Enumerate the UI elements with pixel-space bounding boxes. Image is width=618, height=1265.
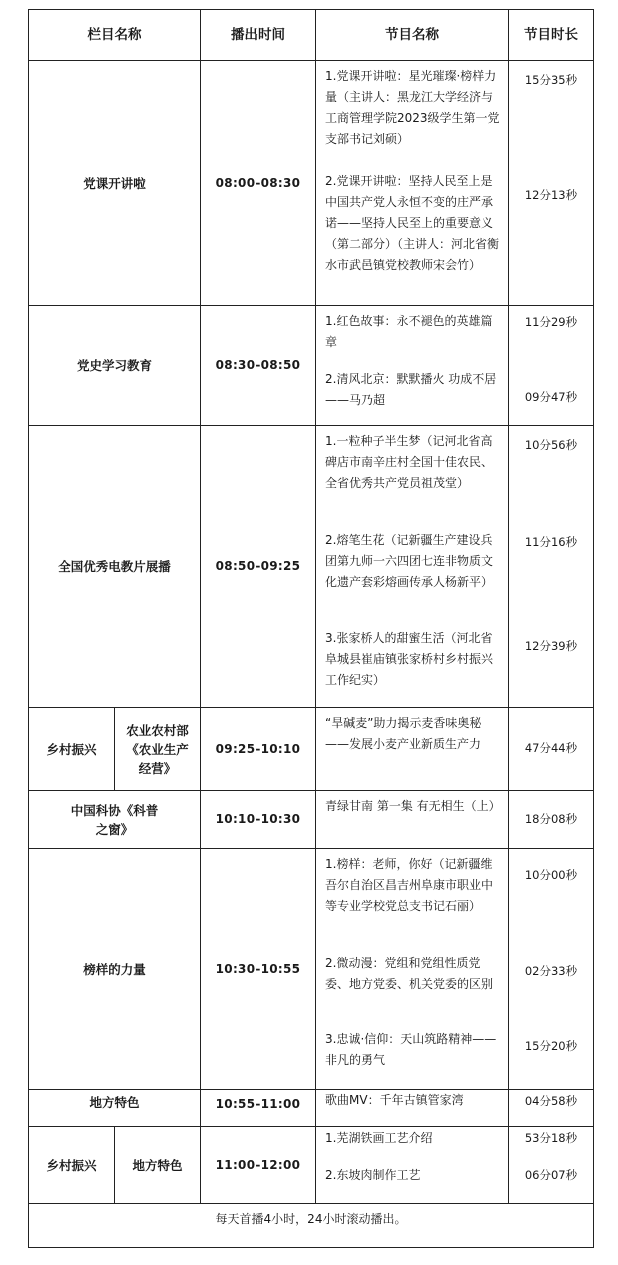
row-air-time: 11:00-12:00 <box>200 1126 316 1204</box>
row-air-time: 08:00-08:30 <box>200 60 316 306</box>
program-item: 3.忠诚·信仰：天山筑路精神——非凡的勇气 <box>325 1032 497 1067</box>
row-duration-cell <box>508 60 594 306</box>
duration-value: 47分44秒 <box>524 741 578 755</box>
row-program-cell <box>315 848 509 1090</box>
footer-note: 每天首播4小时，24小时滚动播出。 <box>28 1203 594 1248</box>
duration-value: 12分39秒 <box>524 639 578 653</box>
row-program-cell <box>315 305 509 426</box>
schedule-table <box>28 9 594 1248</box>
row-duration-cell <box>508 707 594 791</box>
row-program-cell <box>315 707 509 791</box>
row-program-cell <box>315 425 509 708</box>
duration-value: 15分35秒 <box>524 73 578 87</box>
program-item: 1.一粒种子半生梦（记河北省高碑店市南辛庄村全国十佳农民、全省优秀共产党员祖茂堂） <box>325 434 494 490</box>
row-program-cell <box>315 1126 509 1204</box>
header-air-time: 播出时间 <box>200 9 316 61</box>
program-item: “旱碱麦”助力揭示麦香味奥秘——发展小麦产业新质生产力 <box>325 716 482 751</box>
duration-value: 53分18秒 <box>524 1131 578 1145</box>
row-air-time: 10:10-10:30 <box>200 790 316 849</box>
row-duration-cell <box>508 790 594 849</box>
row-column-name: 中国科协《科普之窗》 <box>28 790 201 849</box>
duration-value: 04分58秒 <box>524 1094 578 1108</box>
program-item: 2.清风北京：默默播火 功成不居——马乃超 <box>325 372 497 407</box>
row-air-time: 09:25-10:10 <box>200 707 316 791</box>
duration-value: 15分20秒 <box>524 1039 578 1053</box>
program-item: 1.党课开讲啦：星光璀璨·榜样力量（主讲人：黑龙江大学经济与工商管理学院2023级学生第一党支部书记刘硕） <box>325 69 500 146</box>
duration-value: 11分16秒 <box>524 535 578 549</box>
program-item: 青绿甘南 第一集 有无相生（上） <box>325 799 501 813</box>
row-duration-cell <box>508 1126 594 1204</box>
row-column-name: 地方特色 <box>28 1089 201 1127</box>
program-item: 2.党课开讲啦：坚持人民至上是中国共产党人永恒不变的庄严承诺——坚持人民至上的重要意义（第二部分）（主讲人：河北省衡水市武邑镇党校教师宋会竹） <box>325 174 500 272</box>
row-column-name: 全国优秀电教片展播 <box>28 425 201 708</box>
row-program-cell <box>315 790 509 849</box>
program-item: 1.芜湖铁画工艺介绍 <box>325 1131 433 1145</box>
program-item: 2.微动漫：党组和党组性质党委、地方党委、机关党委的区别 <box>325 956 494 991</box>
program-item: 1.红色故事：永不褪色的英雄篇章 <box>325 314 493 349</box>
duration-value: 02分33秒 <box>524 964 578 978</box>
program-item: 2.东坡肉制作工艺 <box>325 1168 421 1182</box>
duration-value: 10分00秒 <box>524 868 578 882</box>
duration-value: 10分56秒 <box>524 438 578 452</box>
row-duration-cell <box>508 1089 594 1127</box>
row-duration-cell <box>508 425 594 708</box>
header-duration: 节目时长 <box>508 9 594 61</box>
header-program-name: 节目名称 <box>315 9 509 61</box>
row-air-time: 08:50-09:25 <box>200 425 316 708</box>
program-item: 歌曲MV：千年古镇管家湾 <box>325 1093 464 1107</box>
row-air-time: 10:30-10:55 <box>200 848 316 1090</box>
row-column-name: 乡村振兴 <box>28 707 115 791</box>
row-column-name: 榜样的力量 <box>28 848 201 1090</box>
row-air-time: 10:55-11:00 <box>200 1089 316 1127</box>
program-item: 2.熔笔生花（记新疆生产建设兵团第九师一六四团七连非物质文化遗产套彩熔画传承人杨新平） <box>325 533 494 589</box>
row-column-name: 乡村振兴 <box>28 1126 115 1204</box>
duration-value: 12分13秒 <box>524 188 578 202</box>
row-air-time: 08:30-08:50 <box>200 305 316 426</box>
duration-value: 18分08秒 <box>524 812 578 826</box>
row-column-name: 党史学习教育 <box>28 305 201 426</box>
program-item: 3.张家桥人的甜蜜生活（河北省阜城县崔庙镇张家桥村乡村振兴工作纪实） <box>325 631 494 687</box>
row-sub-column-name: 农业农村部《农业生产经营》 <box>114 707 201 791</box>
row-duration-cell <box>508 305 594 426</box>
row-program-cell <box>315 1089 509 1127</box>
program-item: 1.榜样：老师，你好（记新疆维吾尔自治区昌吉州阜康市职业中等专业学校党总支书记石丽） <box>325 857 494 913</box>
row-program-cell <box>315 60 509 306</box>
duration-value: 09分47秒 <box>524 390 578 404</box>
duration-value: 11分29秒 <box>524 315 578 329</box>
header-column-name: 栏目名称 <box>28 9 201 61</box>
duration-value: 06分07秒 <box>524 1168 578 1182</box>
row-sub-column-name: 地方特色 <box>114 1126 201 1204</box>
row-column-name: 党课开讲啦 <box>28 60 201 306</box>
row-duration-cell <box>508 848 594 1090</box>
